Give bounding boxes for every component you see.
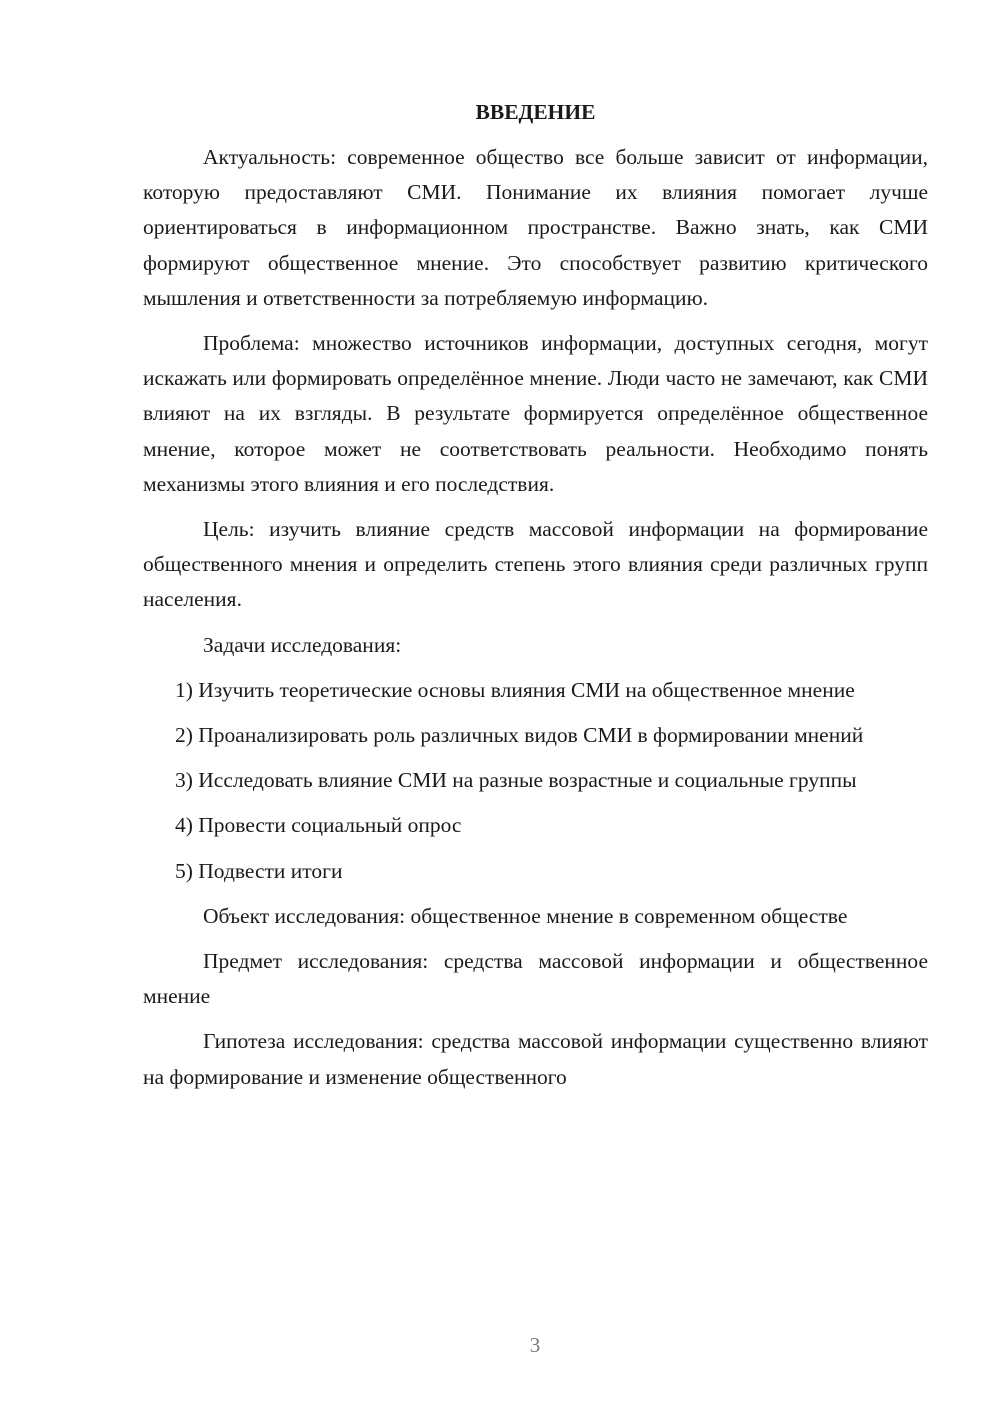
section-heading: ВВЕДЕНИЕ [475,100,596,124]
task-item-5: 5) Подвести итоги [175,858,343,883]
task-item-4: 4) Провести социальный опрос [175,813,462,838]
task-item-3: 3) Исследовать влияние СМИ на разные возрастные и социальные группы [175,768,857,793]
page-content [143,96,928,1105]
page-number: 3 [529,1333,541,1357]
paragraph-subject: Предмет исследования: средства массовой информации и общественное мнение [143,949,928,1009]
paragraph-hypothesis: Гипотеза исследования: средства массовой информации существенно влияют на формирование и изменение общественного [143,1029,928,1089]
paragraph-tasks-title: Задачи исследования: [203,632,402,657]
paragraph-problem: Проблема: множество источников информации, доступных сегодня, могут искажать или формировать определённое мнение. Люди часто не замечают, как СМИ влияют на их взгляды. В результате формируется определённое общественное мнение, которое может не соответствовать реальности. Необходимо понять механизмы этого влияния и его последствия. [143,331,928,496]
paragraph-goal: Цель: изучить влияние средств массовой информации на формирование общественного мнения и определить степень этого влияния среди различных групп населения. [143,517,928,612]
paragraph-object: Объект исследования: общественное мнение в современном обществе [203,903,848,928]
paragraph-relevance: Актуальность: современное общество все больше зависит от информации, которую предоставляют СМИ. Понимание их влияния помогает лучше ориентироваться в информационном пространстве. Важно знать, как СМИ формируют общественное мнение. Это способствует развитию критического мышления и ответственности за потребляемую информацию. [143,145,928,310]
task-item-1: 1) Изучить теоретические основы влияния СМИ на общественное мнение [175,677,855,702]
task-item-2: 2) Проанализировать роль различных видов СМИ в формировании мнений [175,723,864,748]
